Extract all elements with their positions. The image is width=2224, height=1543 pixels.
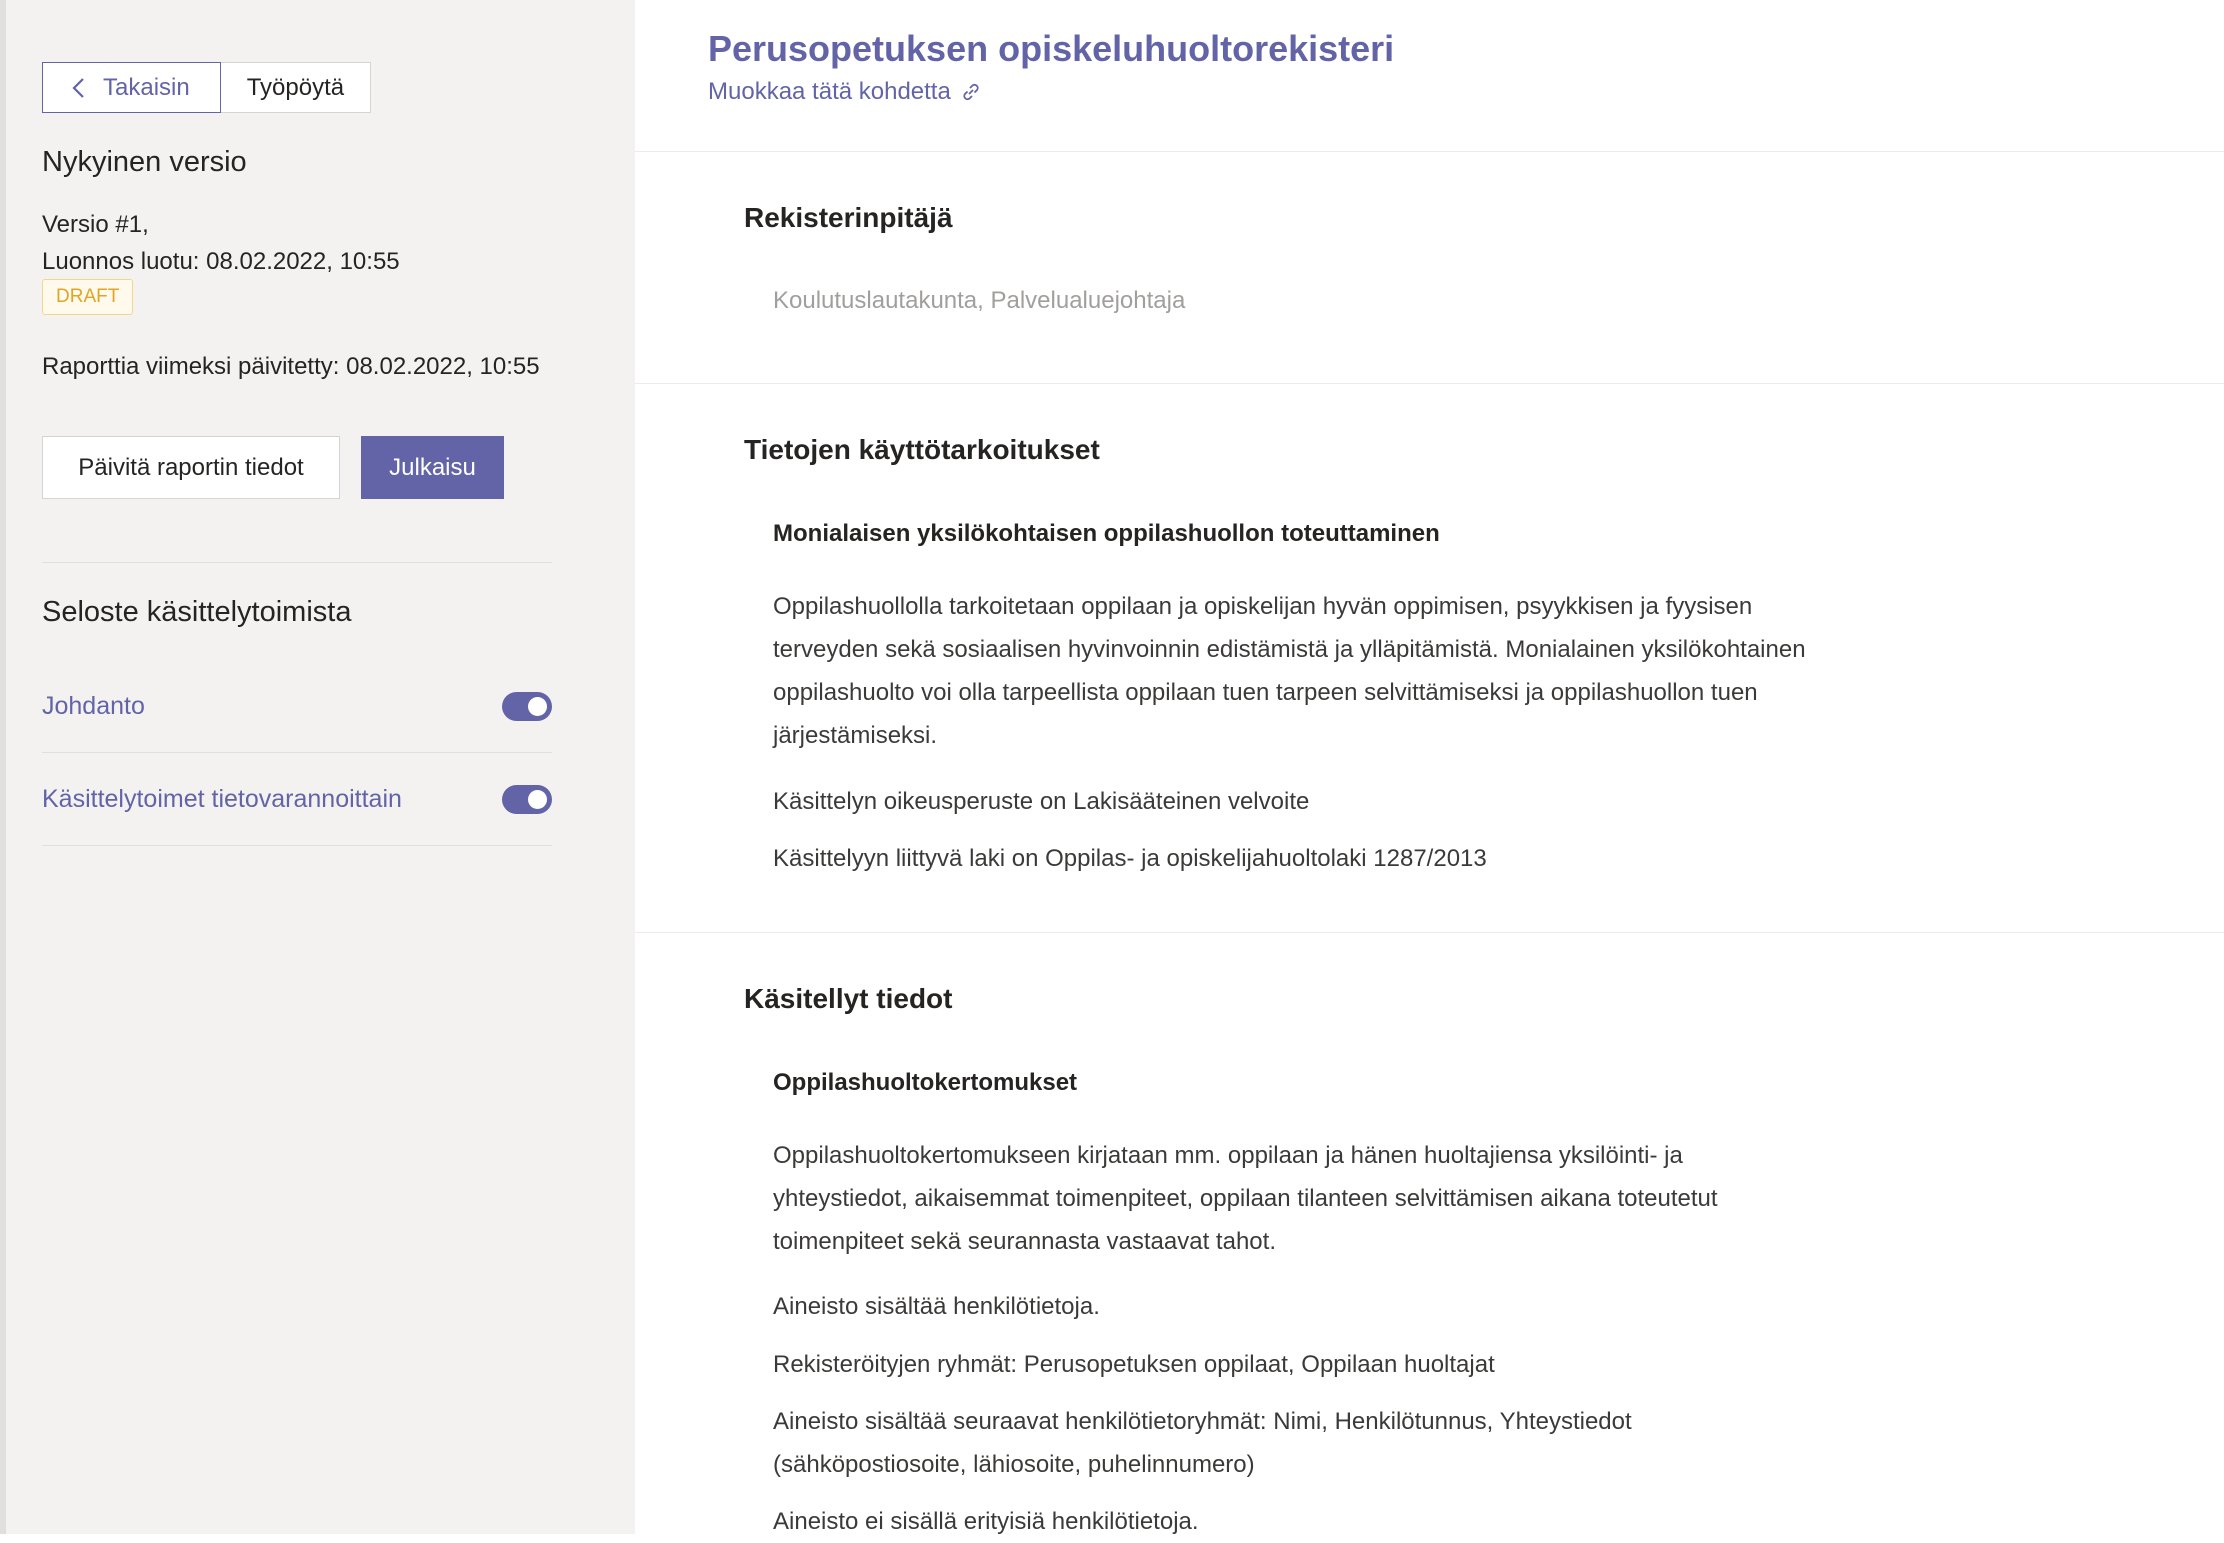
sidebar-item-label[interactable]: Johdanto	[42, 692, 145, 720]
registered-groups: Rekisteröityjen ryhmät: Perusopetuksen oppilaat, Oppilaan huoltajat	[773, 1351, 1495, 1378]
processed-description: Oppilashuoltokertomukseen kirjataan mm. oppilaan ja hänen huoltajiensa yksilöinti- ja yhteystiedot, aikaisemmat toimenpiteet, oppilaan tilanteen selvittämisen aikana toteutetut toimenpiteet sekä seurannasta vastaavat tahot.	[773, 1142, 1718, 1255]
processed-subheading: Oppilashuoltokertomukset	[773, 1069, 1078, 1096]
purpose-description: Oppilashuollolla tarkoitetaan oppilaan ja opiskelijan hyvän oppimisen, psyykkisen ja fyysisen terveyden sekä sosiaalisen hyvinvoinnin edistämistä ja ylläpitämistä. Monialainen yksilökohtainen oppilashuolto voi olla tarpeellista oppilaan tuen tarpeen selvittämiseksi ja oppilashuollon tuen järjestämiseksi.	[773, 593, 1806, 749]
statement-heading: Seloste käsittelytoimista	[42, 596, 352, 628]
special-data-note: Aineisto ei sisällä erityisiä henkilötietoja.	[773, 1508, 1199, 1535]
divider	[42, 562, 552, 563]
sidebar	[0, 0, 635, 1534]
section-divider	[635, 383, 2224, 384]
kasittelytoimet-toggle[interactable]	[502, 785, 552, 814]
back-label: Takaisin	[103, 73, 190, 101]
legal-basis: Käsittelyn oikeusperuste on Lakisääteinen velvoite	[773, 788, 1310, 815]
current-version-heading: Nykyinen versio	[42, 146, 247, 178]
edit-item-link[interactable]	[708, 78, 983, 106]
desktop-button[interactable]: Työpöytä	[221, 62, 371, 113]
sidebar-item-label[interactable]: Käsittelytoimet tietovarannoittain	[42, 785, 402, 813]
purposes-heading: Tietojen käyttötarkoitukset	[744, 434, 1100, 465]
draft-badge: DRAFT	[42, 279, 133, 315]
publish-button[interactable]: Julkaisu	[361, 436, 504, 499]
version-info	[42, 206, 400, 280]
sidebar-item-kasittelytoimet[interactable]	[42, 754, 552, 846]
johdanto-toggle[interactable]	[502, 692, 552, 721]
page-title: Perusopetuksen opiskeluhuoltorekisteri	[708, 28, 1395, 69]
nav-segment	[42, 62, 371, 113]
controller-value: Koulutuslautakunta, Palvelualuejohtaja	[773, 287, 1186, 314]
related-law: Käsittelyyn liittyvä laki on Oppilas- ja opiskelijahuoltolaki 1287/2013	[773, 845, 1487, 872]
purpose-subheading: Monialaisen yksilökohtaisen oppilashuollon toteuttaminen	[773, 520, 1440, 547]
toggle-knob	[528, 790, 547, 809]
report-updated: Raporttia viimeksi päivitetty: 08.02.2022, 10:55	[42, 353, 540, 380]
controller-heading: Rekisterinpitäjä	[744, 202, 953, 233]
chevron-left-icon	[71, 77, 85, 99]
link-icon	[959, 80, 983, 104]
toggle-knob	[528, 697, 547, 716]
draft-created: Luonnos luotu: 08.02.2022, 10:55	[42, 248, 400, 275]
processed-heading: Käsitellyt tiedot	[744, 983, 953, 1014]
sidebar-item-johdanto[interactable]	[42, 661, 552, 753]
version-number: Versio #1,	[42, 211, 149, 238]
update-report-button[interactable]: Päivitä raportin tiedot	[42, 436, 340, 499]
section-divider	[635, 932, 2224, 933]
edit-link-label[interactable]: Muokkaa tätä kohdetta	[708, 78, 951, 105]
section-divider	[635, 151, 2224, 152]
back-button[interactable]	[42, 62, 221, 113]
data-categories: Aineisto sisältää seuraavat henkilötietoryhmät: Nimi, Henkilötunnus, Yhteystiedot (sähköpostiosoite, lähiosoite, puhelinnumero)	[773, 1408, 1632, 1478]
main-content	[635, 0, 2224, 1534]
personal-data-note: Aineisto sisältää henkilötietoja.	[773, 1293, 1100, 1320]
